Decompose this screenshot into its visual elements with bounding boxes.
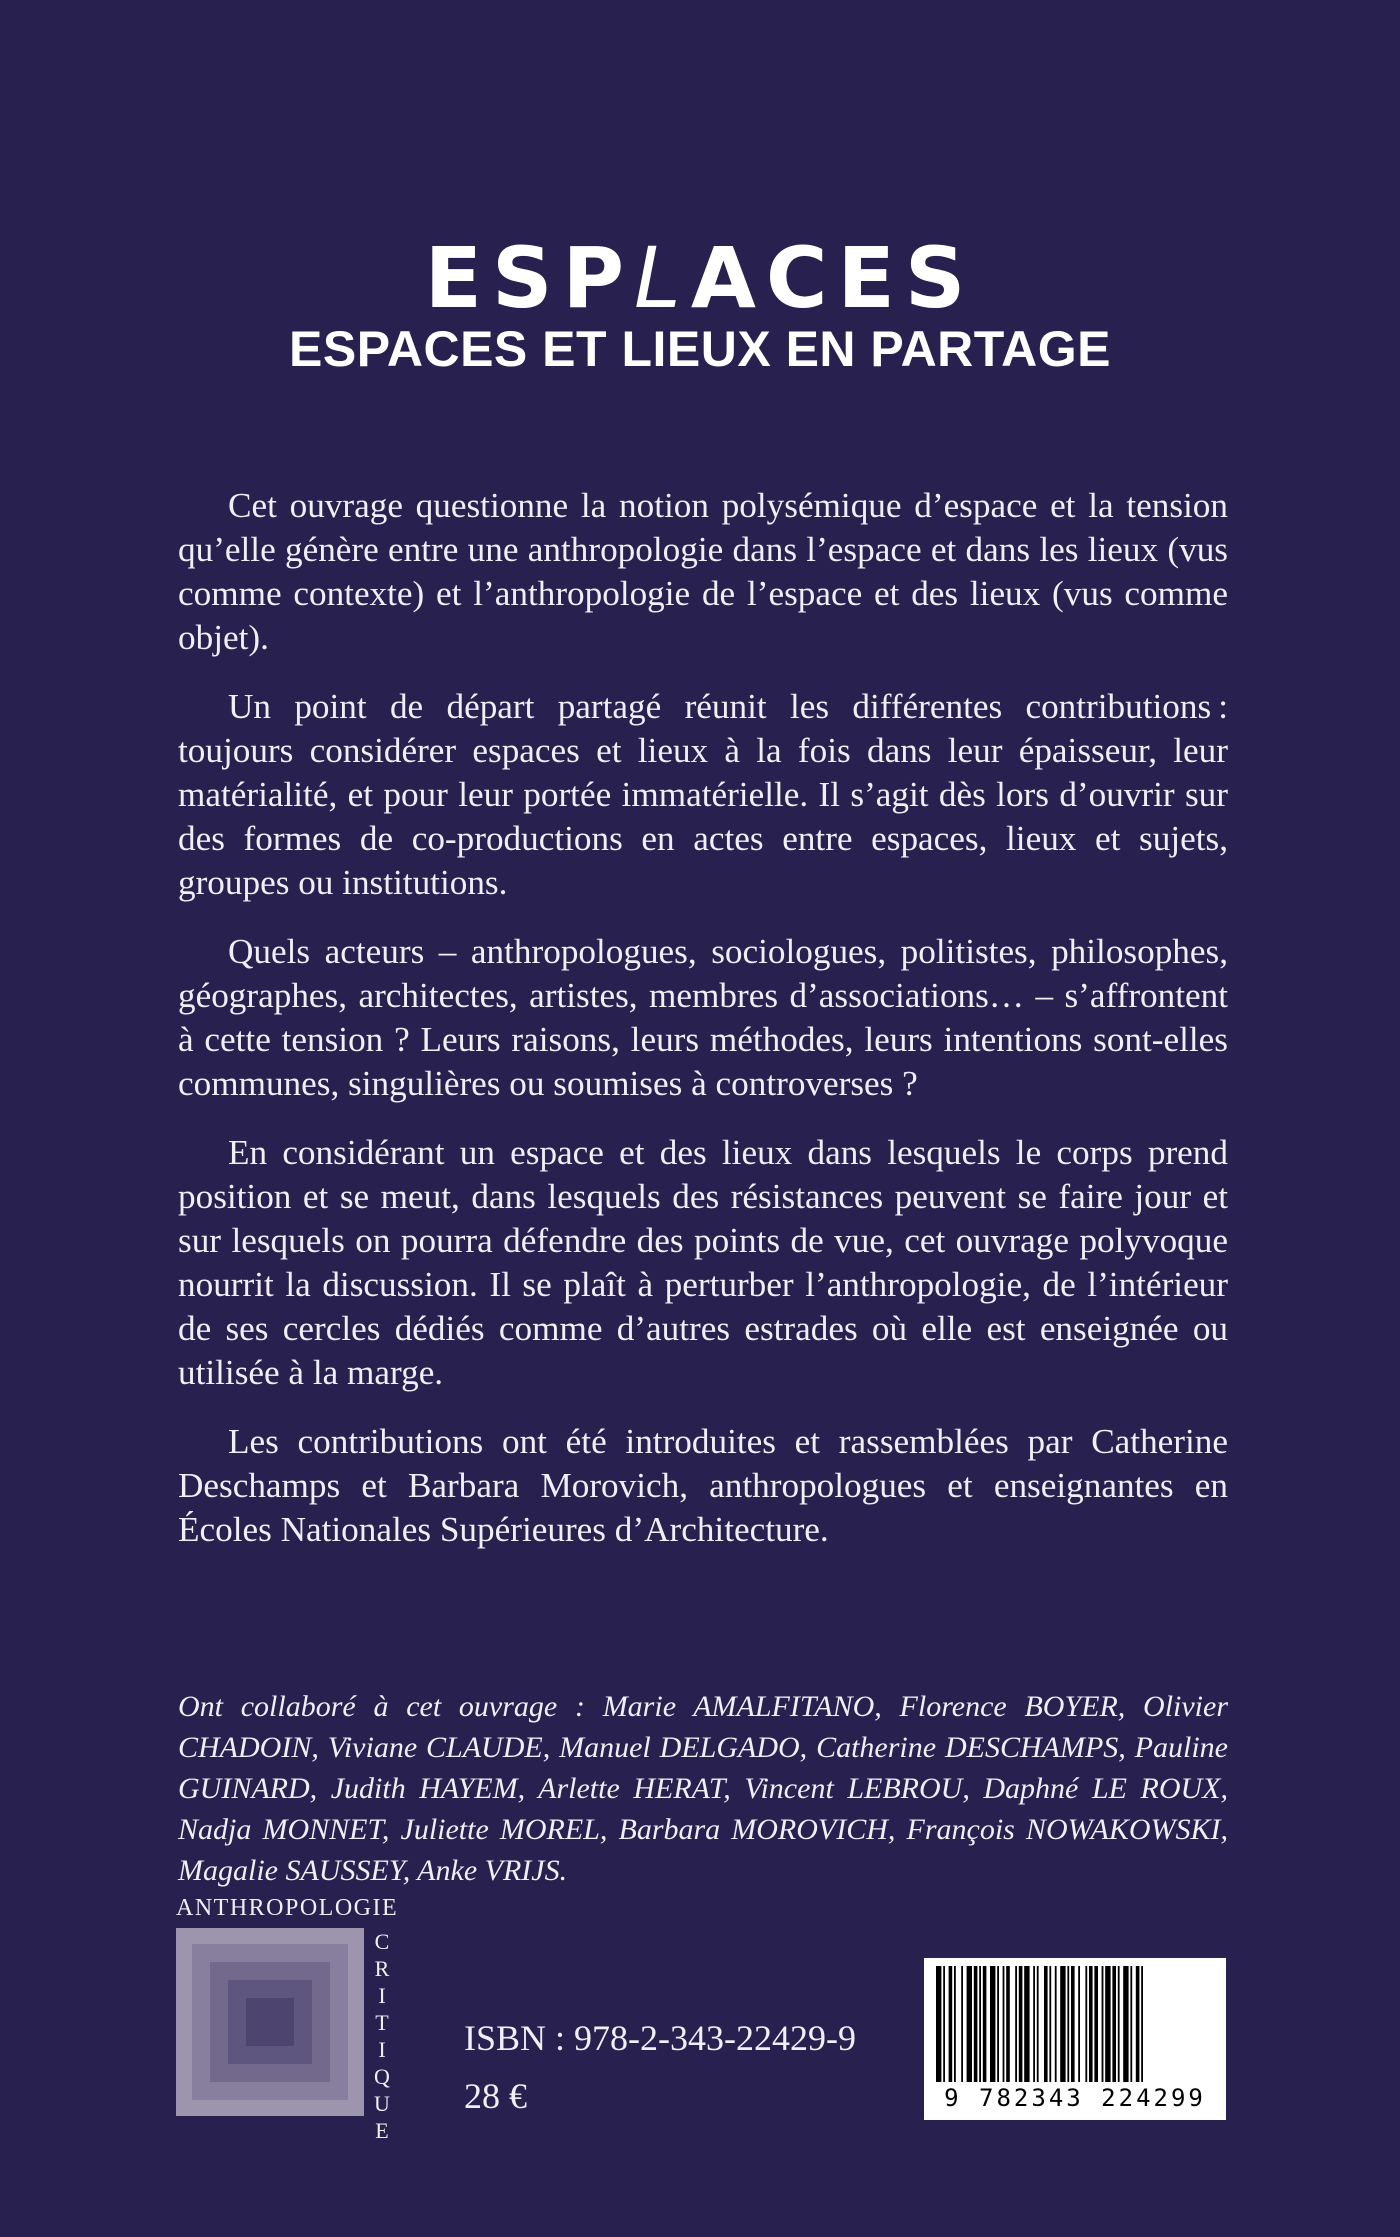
barcode-bar	[961, 1966, 963, 2082]
series-name: ANTHROPOLOGIE	[176, 1895, 399, 1921]
vertical-letter: U	[374, 2091, 390, 2116]
summary-paragraph: Un point de départ partagé réunit les différentes contributions : toujours considérer espaces et lieux à la fois dans leur épaisseur, leur matérialité, et pour leur portée immatérielle. Il s’agit dès lors d’ouvrir sur des formes de co-productions en actes entre espaces, lieux et sujets, groupes ou institutions.	[178, 687, 1228, 902]
vertical-letter: Q	[374, 2064, 390, 2089]
summary-paragraph: Les contributions ont été introduites et rassemblées par Catherine Deschamps et Barbara Morovich, anthropologues et enseignantes en Écoles Nationales Supérieures d’Architecture.	[178, 1422, 1228, 1549]
barcode-bars	[934, 1966, 1216, 2084]
barcode-bar	[1019, 1966, 1023, 2082]
barcode-bar	[1044, 1966, 1048, 2082]
barcode-bar	[1071, 1966, 1075, 2082]
barcode-bar	[967, 1966, 972, 2082]
vertical-letter: E	[375, 2118, 389, 2143]
barcode-bar	[1037, 1966, 1039, 2082]
barcode-bar	[979, 1966, 981, 2082]
barcode-bar	[1085, 1966, 1087, 2082]
barcode-bar	[1136, 1966, 1140, 2082]
summary-text	[178, 484, 1228, 1577]
barcode-bar	[1112, 1966, 1116, 2082]
summary-paragraph: En considérant un espace et des lieux dans lesquels le corps prend position et se meut, dans lesquels des résistances peuvent se faire jour et sur lesquels on pourra défendre des points de vue, cet ouvrage polyvoque nourrit la discussion. Il se plaît à perturber l’anthropologie, de l’intérieur de ses cercles dédiés comme d’autres estrades où elle est enseignée ou utilisée à la marge.	[178, 1133, 1228, 1392]
barcode-bar	[997, 1966, 999, 2082]
barcode-bar	[1089, 1966, 1093, 2082]
barcode-bar	[1102, 1966, 1104, 2082]
barcode-bar	[974, 1966, 978, 2082]
contributors-list: Ont collaboré à cet ouvrage : Marie AMALFITANO, Florence BOYER, Olivier CHADOIN, Viviane CLAUDE, Manuel DELGADO, Catherine DESCHAMPS, Pauline GUINARD, Judith HAYEM, Arlette HERAT, Vincent LEBROU, Daphné LE ROUX, Nadja MONNET, Juliette MOREL, Barbara MOROVICH, François NOWAKOWSKI, Magalie SAUSSEY, Anke VRIJS.	[178, 1690, 1228, 1887]
barcode-bar	[1130, 1966, 1132, 2082]
barcode-bar	[943, 1966, 945, 2082]
barcode-bar	[1094, 1966, 1098, 2082]
barcode-bar	[936, 1966, 941, 2082]
barcode-bar	[983, 1966, 987, 2082]
vertical-letter: T	[375, 2010, 389, 2035]
barcode-bar	[949, 1966, 953, 2082]
vertical-letter: I	[378, 1983, 386, 2008]
barcode	[924, 1958, 1226, 2120]
book-title	[0, 229, 1400, 328]
title-end: ACES	[690, 229, 976, 328]
barcode-bar	[1033, 1966, 1035, 2082]
title-italic-letter: L	[634, 229, 691, 328]
barcode-bar	[1049, 1966, 1051, 2082]
barcode-bar	[1003, 1966, 1005, 2082]
barcode-bar	[1123, 1966, 1128, 2082]
vertical-letter: I	[378, 2037, 386, 2062]
barcode-bar	[1006, 1966, 1010, 2082]
barcode-bar	[1024, 1966, 1029, 2082]
series-logo	[176, 1928, 364, 2116]
series-vertical-word	[370, 1928, 394, 2144]
barcode-bar	[1015, 1966, 1017, 2082]
barcode-bar	[1060, 1966, 1065, 2082]
barcode-bar	[954, 1966, 956, 2082]
barcode-bar	[1118, 1966, 1120, 2082]
barcode-bar	[1078, 1966, 1080, 2082]
vertical-letter: C	[374, 1929, 390, 1954]
title-start: ESP	[424, 229, 635, 328]
summary-paragraph: Quels acteurs – anthropologues, sociologues, politistes, philosophes, géographes, architectes, artistes, membres d’associations… – s’affrontent à cette tension ? Leurs raisons, leurs méthodes, leurs intentions sont-elles communes, singulières ou soumises à controverses ?	[178, 932, 1228, 1103]
barcode-digits: 9 782343 224299	[944, 2084, 1206, 2112]
barcode-bar	[1067, 1966, 1069, 2082]
price: 28 €	[464, 2076, 527, 2116]
summary-paragraph: Cet ouvrage questionne la notion polysémique d’espace et la tension qu’elle génère entre une anthropologie dans l’espace et dans les lieux (vus comme contexte) et l’anthropologie de l’espace et des lieux (vus comme objet).	[178, 486, 1228, 657]
logo-square	[246, 1998, 294, 2046]
barcode-bar	[1141, 1966, 1143, 2082]
isbn-number: ISBN : 978-2-343-22429-9	[464, 2018, 856, 2058]
book-subtitle: ESPACES ET LIEUX EN PARTAGE	[289, 320, 1111, 377]
vertical-letter: R	[374, 1956, 390, 1981]
barcode-bar	[1105, 1966, 1110, 2082]
barcode-bar	[990, 1966, 995, 2082]
barcode-bar	[1055, 1966, 1057, 2082]
